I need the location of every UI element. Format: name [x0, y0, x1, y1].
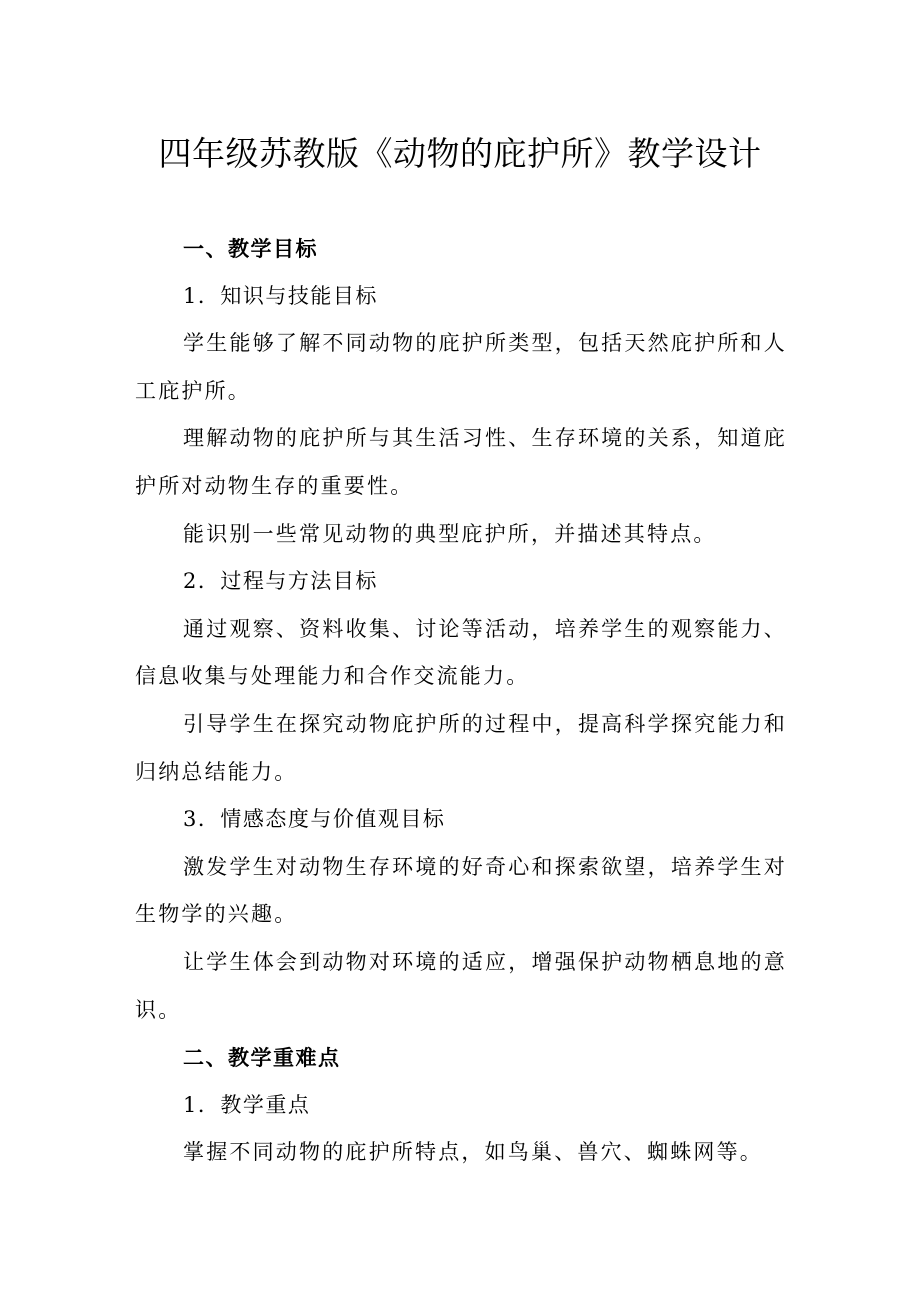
subheading-teaching-focus: 1．教学重点 [183, 1092, 311, 1117]
section-heading-teaching-goals: 一、教学目标 [183, 236, 318, 261]
subheading-emotion-values: 3．情感态度与价值观目标 [183, 807, 446, 832]
subheading-knowledge-skills: 1．知识与技能目标 [183, 283, 378, 308]
section-heading-key-difficulties: 二、教学重难点 [183, 1045, 341, 1071]
paragraph: 学生能够了解不同动物的庇护所类型，包括天然庇护所和人工庇护所。 [135, 331, 787, 403]
document-title: 四年级苏教版《动物的庇护所》教学设计 [158, 134, 762, 173]
paragraph: 让学生体会到动物对环境的适应，增强保护动物栖息地的意识。 [135, 949, 787, 1022]
subheading-process-methods: 2．过程与方法目标 [183, 569, 378, 594]
paragraph: 能识别一些常见动物的典型庇护所，并描述其特点。 [183, 521, 717, 546]
paragraph: 激发学生对动物生存环境的好奇心和探索欲望，培养学生对生物学的兴趣。 [135, 854, 787, 927]
paragraph: 通过观察、资料收集、讨论等活动，培养学生的观察能力、信息收集与处理能力和合作交流能力。 [135, 616, 787, 689]
paragraph: 掌握不同动物的庇护所特点，如鸟巢、兽穴、蜘蛛网等。 [183, 1140, 763, 1165]
paragraph: 理解动物的庇护所与其生活习性、生存环境的关系，知道庇护所对动物生存的重要性。 [135, 426, 787, 498]
document-body [135, 225, 787, 1177]
paragraph: 引导学生在探究动物庇护所的过程中，提高科学探究能力和归纳总结能力。 [135, 711, 787, 784]
